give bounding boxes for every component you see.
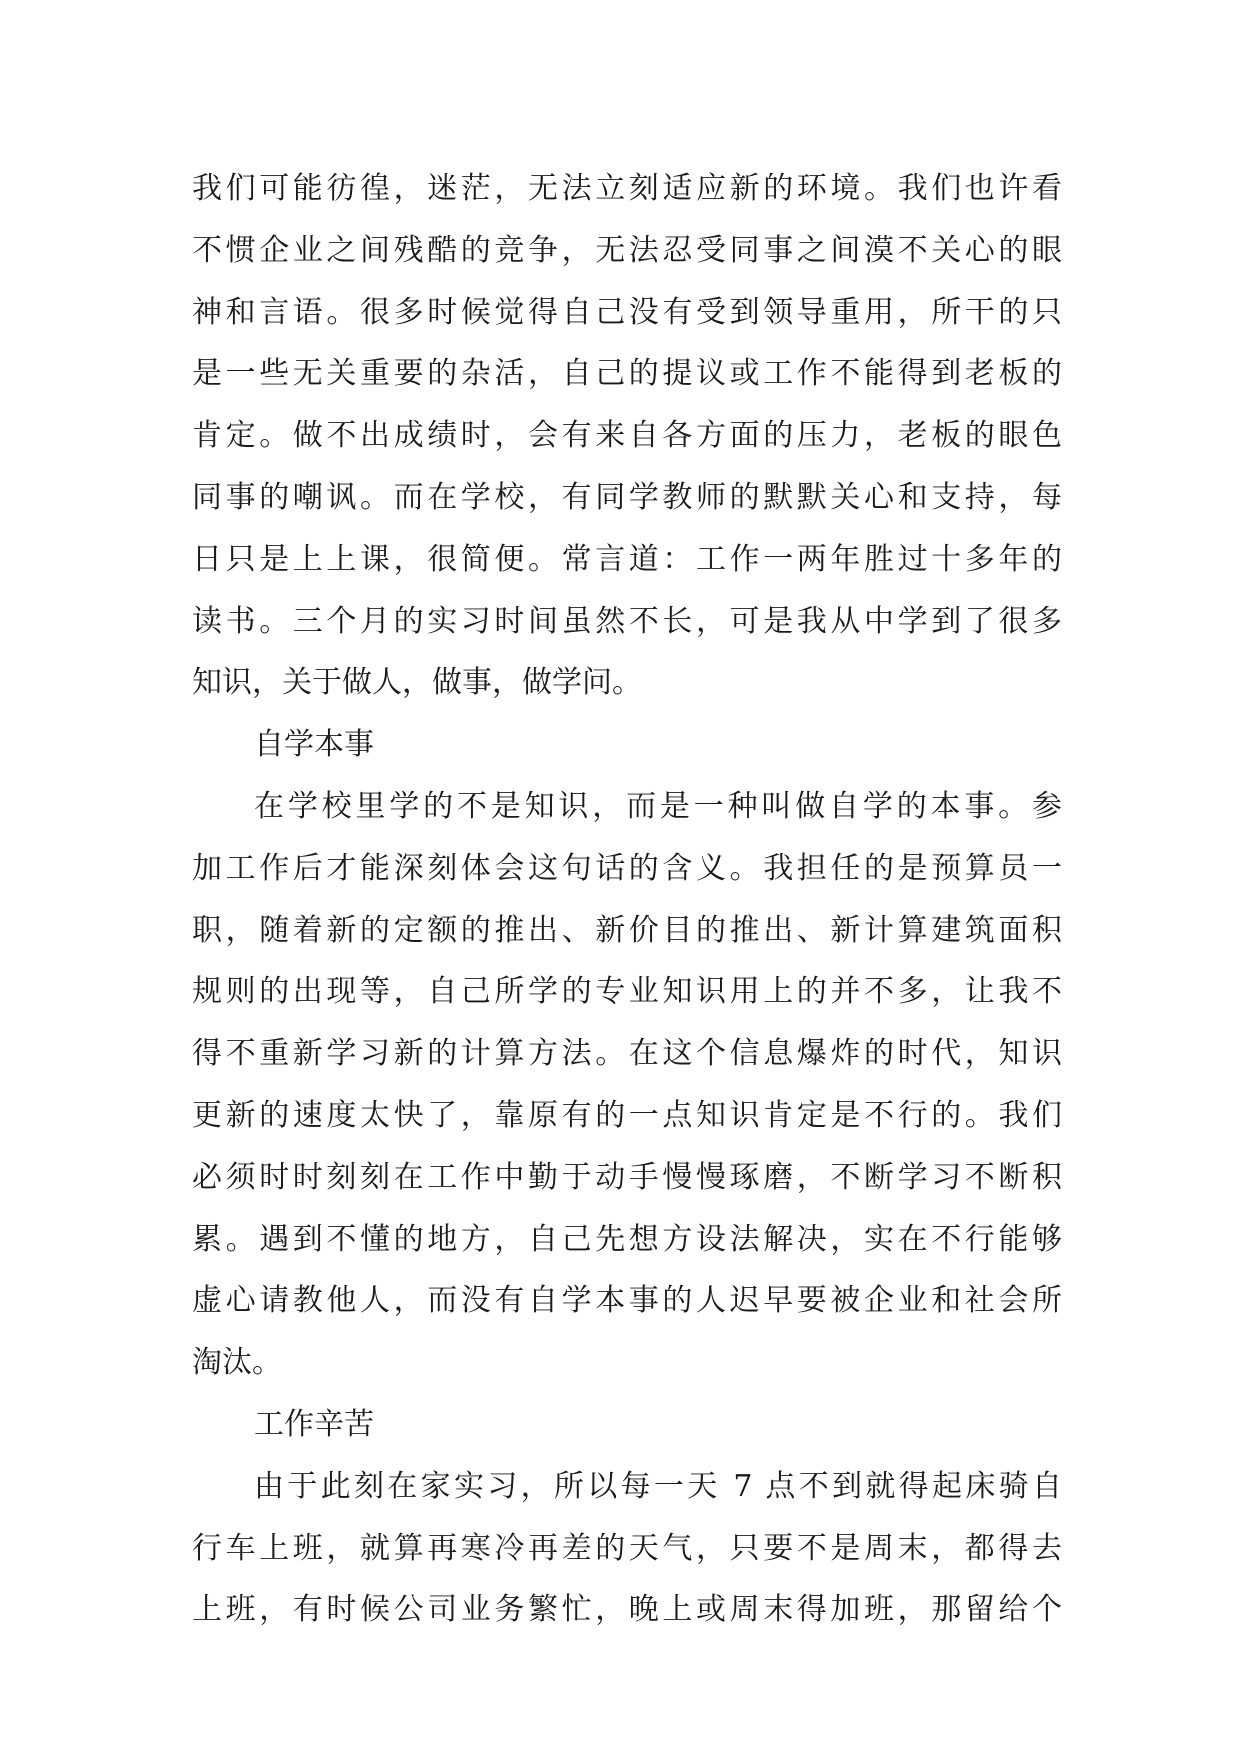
body-line: 是一些无关重要的杂活，自己的提议或工作不能得到老板的 (192, 356, 1062, 392)
body-line: 由于此刻在家实习，所以每一天 7 点不到就得起床骑自 (254, 1468, 1062, 1504)
body-line: 我们可能彷徨，迷茫，无法立刻适应新的环境。我们也许看 (192, 171, 1062, 206)
body-line: 读书。三个月的实习时间虽然不长，可是我从中学到了很多 (192, 603, 1062, 639)
body-line: 职，随着新的定额的推出、新价目的推出、新计算建筑面积 (192, 912, 1062, 948)
body-line: 肯定。做不出成绩时，会有来自各方面的压力，老板的眼色 (192, 418, 1062, 454)
body-line: 更新的速度太快了，靠原有的一点知识肯定是不行的。我们 (192, 1097, 1062, 1133)
body-line: 神和言语。很多时候觉得自己没有受到领导重用，所干的只 (192, 294, 1062, 330)
body-line: 加工作后才能深刻体会这句话的含义。我担任的是预算员一 (192, 850, 1062, 886)
body-line: 累。遇到不懂的地方，自己先想方设法解决，实在不行能够 (192, 1221, 1062, 1257)
section-heading: 自学本事 (254, 727, 374, 763)
body-line: 规则的出现等，自己所学的专业知识用上的并不多，让我不 (192, 974, 1062, 1010)
body-line: 同事的嘲讽。而在学校，有同学教师的默默关心和支持，每 (192, 479, 1062, 515)
body-line: 必须时时刻刻在工作中勤于动手慢慢琢磨，不断学习不断积 (192, 1159, 1062, 1195)
body-line: 不惯企业之间残酷的竞争，无法忍受同事之间漠不关心的眼 (192, 232, 1062, 268)
body-line: 淘汰。 (192, 1345, 282, 1381)
section-heading: 工作辛苦 (254, 1406, 374, 1442)
body-line: 在学校里学的不是知识，而是一种叫做自学的本事。参 (254, 788, 1062, 824)
body-line: 知识，关于做人，做事，做学问。 (192, 665, 642, 701)
body-line: 日只是上上课，很简便。常言道：工作一两年胜过十多年的 (192, 541, 1062, 577)
body-line: 虚心请教他人，而没有自学本事的人迟早要被企业和社会所 (192, 1283, 1062, 1319)
body-line: 得不重新学习新的计算方法。在这个信息爆炸的时代，知识 (192, 1036, 1062, 1072)
document-body (192, 158, 1062, 1641)
body-line: 上班，有时候公司业务繁忙，晚上或周末得加班，那留给个 (192, 1592, 1062, 1628)
body-line: 行车上班，就算再寒冷再差的天气，只要不是周末，都得去 (192, 1530, 1062, 1566)
